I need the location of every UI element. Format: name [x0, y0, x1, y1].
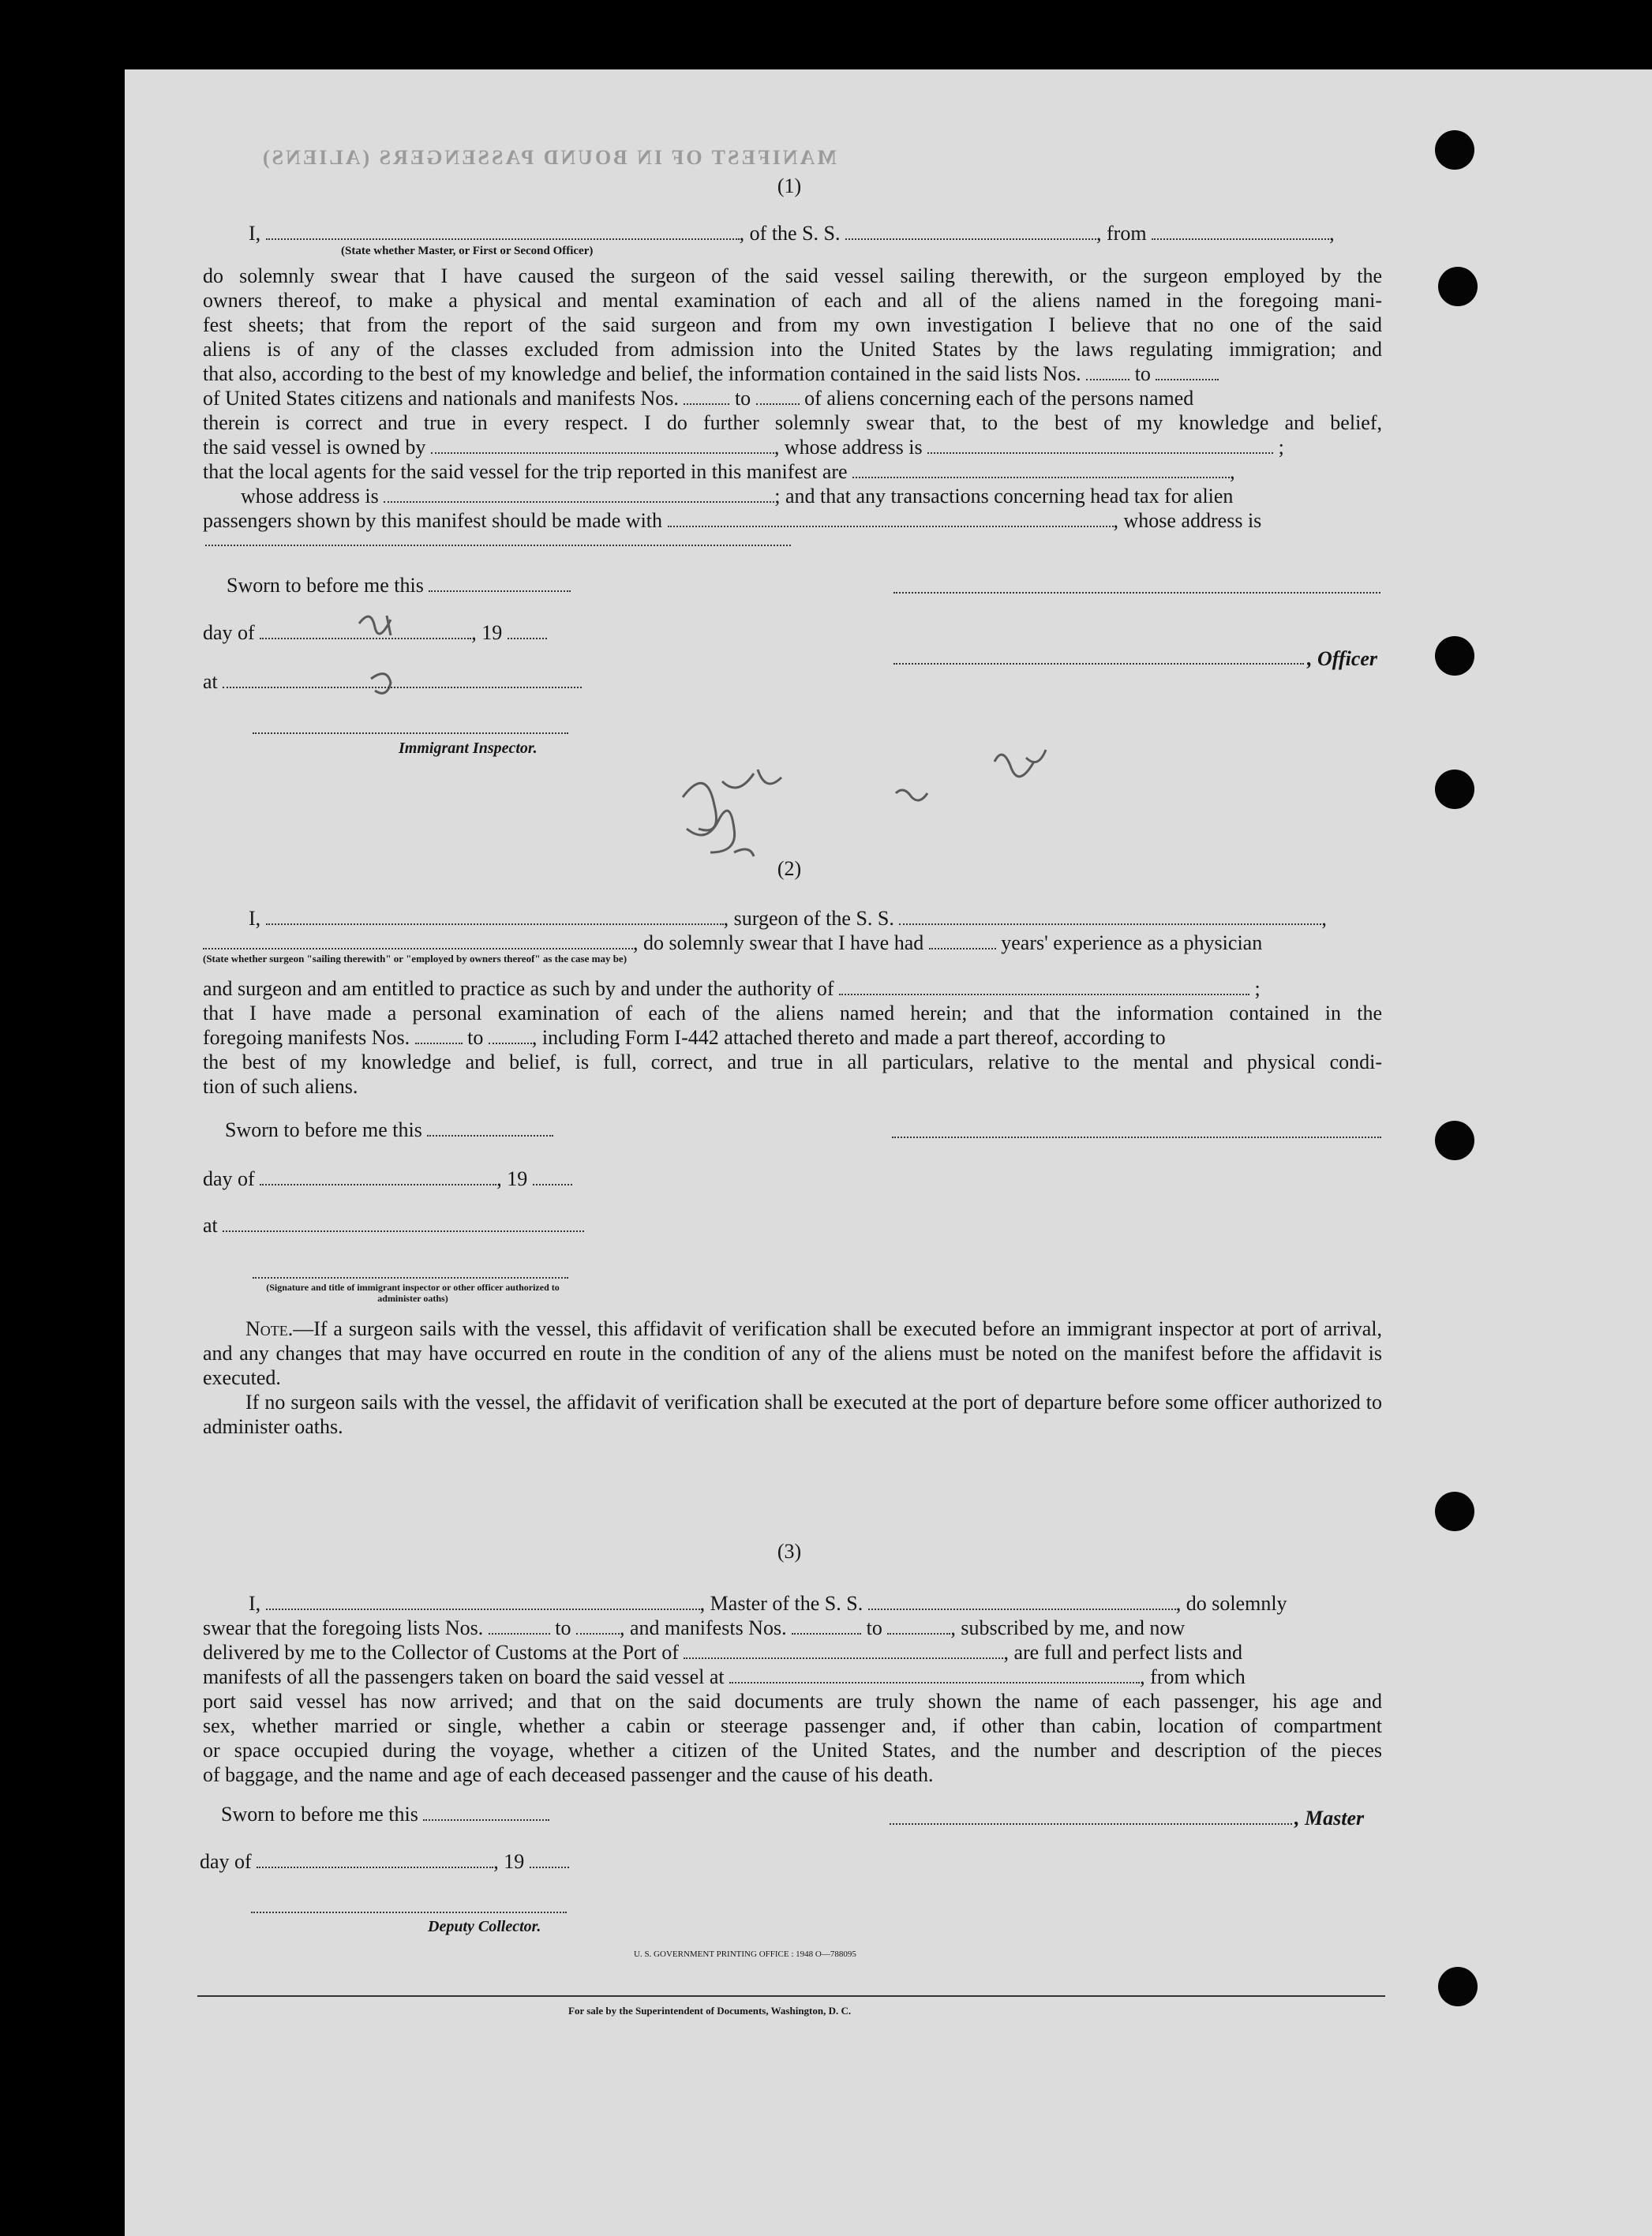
day-field[interactable]	[260, 622, 471, 639]
section-number-2: (2)	[777, 857, 802, 880]
binder-hole	[1435, 130, 1474, 170]
manifests-from-field[interactable]	[684, 388, 729, 405]
binder-hole	[1435, 636, 1474, 676]
section-number-1: (1)	[777, 174, 802, 197]
inspector-signature-line-2a[interactable]	[892, 1137, 1381, 1138]
place-field-2[interactable]	[223, 1215, 584, 1232]
deputy-label: Deputy Collector.	[428, 1918, 541, 1935]
binder-hole	[1435, 1492, 1474, 1531]
head-tax-address-field[interactable]	[205, 545, 791, 546]
surgeon-type-note: (State whether surgeon "sailing therewith" or "employed by owners thereof" as the case may be)	[203, 953, 627, 964]
officer-signature-line-upper[interactable]	[893, 592, 1380, 594]
years-field[interactable]	[929, 932, 996, 949]
section2-line2: , do solemnly swear that I have had years' experience as a physician	[203, 931, 1262, 956]
note-paragraph: Note.—If a surgeon sails with the vessel, this affidavit of verification shall be executed before an immigrant inspector at port of arrival, and any changes that may have occurred en route in the condition of any of the aliens must be noted on the manifest before the affidavit is executed. If no surgeon sails with the vessel, the affidavit of verification shall be executed at the port of departure before some officer authorized to administer oaths.	[203, 1317, 1382, 1438]
port-from-field[interactable]	[1152, 223, 1329, 240]
ship-name-field-2[interactable]	[899, 908, 1321, 925]
master-label: , Master	[1294, 1807, 1365, 1830]
section2-day: day of , 19	[203, 1167, 572, 1192]
port-field[interactable]	[684, 1642, 1003, 1659]
head-tax-agent-field[interactable]	[668, 510, 1114, 527]
sworn-date-field-2[interactable]	[427, 1119, 553, 1137]
signature-title-note: (Signature and title of immigrant inspector or other officer authorized to administer oaths)	[266, 1282, 560, 1304]
sworn-date-field-3[interactable]	[423, 1803, 549, 1821]
inspector-signature-line-2[interactable]	[253, 1277, 568, 1279]
master-name-field[interactable]	[266, 1593, 700, 1610]
owner-address-field[interactable]	[927, 436, 1273, 454]
sale-imprint: For sale by the Superintendent of Documents, Washington, D. C.	[568, 2005, 852, 2017]
day-field-2[interactable]	[260, 1168, 496, 1185]
section3-day: day of , 19	[200, 1849, 569, 1875]
deputy-signature-line[interactable]	[251, 1912, 567, 1913]
lists-from-field[interactable]	[1086, 363, 1129, 380]
section2-at: at	[203, 1213, 584, 1238]
manifests-from-field-2[interactable]	[415, 1027, 463, 1044]
surgeon-name-field[interactable]	[266, 908, 724, 925]
agents-address-field[interactable]	[384, 485, 774, 503]
binder-hole	[1435, 770, 1474, 809]
footer-rule	[197, 1995, 1385, 1997]
authority-field[interactable]	[839, 978, 1249, 995]
section2-line1: I, , surgeon of the S. S. ,	[249, 907, 1327, 930]
officer-signature-line[interactable]	[893, 663, 1304, 665]
binder-hole	[1435, 1121, 1474, 1160]
lists-to-field[interactable]	[1156, 363, 1219, 380]
place-field[interactable]	[223, 671, 582, 688]
inspector-label: Immigrant Inspector.	[399, 740, 538, 757]
section3-sworn: Sworn to before me this	[221, 1802, 549, 1827]
section-number-3: (3)	[777, 1540, 802, 1563]
section1-body: do solemnly swear that I have caused the surgeon of the said vessel sailing therewith, or the surgeon employed by the owners thereof, to make a physical and mental examination of each and all of the aliens named in the foregoing mani- fest sheets; that from the report of the said surgeon and from my own investigation I believe that no one of the said aliens is of any of the classes excluded from admission into the United States by the laws regulating immigration; and that also, according to the best of my knowledge and belief, the information contained in the said lists Nos. to of United States citizens and nationals and manifests Nos. to of aliens concerning each of the persons named therein is correct and true in every respect. I do further solemnly swear that, to the best of my knowledge and belief, the said vessel is owned by , whose address is ; that the local agents for the said vessel for the trip reported in this manifest are , whose address is ; and that any transactions concerning head tax for alien passengers shown by this manifest should be made with , whose address is	[203, 264, 1382, 532]
bleed-through-text: MANIFEST OF IN BOUND PASSENGERS (ALIENS)	[260, 146, 837, 169]
officer-rank-note: (State whether Master, or First or Second Officer)	[341, 245, 594, 257]
manifests-to-field[interactable]	[756, 388, 800, 405]
embark-port-field[interactable]	[729, 1666, 1140, 1684]
master-signature-line[interactable]	[890, 1823, 1292, 1825]
year-field[interactable]	[508, 622, 547, 639]
lists-to-field-3[interactable]	[576, 1617, 620, 1635]
officer-label: , Officer	[1307, 647, 1378, 670]
officer-rank-field[interactable]	[266, 223, 740, 240]
ship-name-field-3[interactable]	[868, 1593, 1176, 1610]
section3-body: I, , Master of the S. S. , do solemnly swear that the foregoing lists Nos. to , and manifests Nos. to , subscribed by me, and now delivered by me to the Collector of Customs at the Port of , are full and perfect lists and manifests of all the passengers taken on board the said vessel at , from which port said vessel has now arrived; and that on the said documents are truly shown the name of each passenger, his age and sex, whether married or single, whether a cabin or steerage passenger and, if other than cabin, location of compartment or space occupied during the voyage, whether a citizen of the United States, and the number and description of the pieces of baggage, and the name and age of each deceased passenger and the cause of his death.	[203, 1592, 1382, 1786]
manifests-to-field-2[interactable]	[489, 1027, 532, 1044]
gpo-imprint: U. S. GOVERNMENT PRINTING OFFICE : 1948 O—788095	[634, 1949, 856, 1959]
section1-day: day of , 19	[203, 620, 547, 646]
section1-at: at	[203, 669, 582, 695]
year-field-2[interactable]	[533, 1168, 572, 1185]
ship-name-field[interactable]	[845, 223, 1096, 240]
section1-sworn: Sworn to before me this	[227, 573, 571, 598]
lists-from-field-3[interactable]	[489, 1617, 550, 1635]
section2-body: and surgeon and am entitled to practice as such by and under the authority of ; that I have made a personal examination of each of the aliens named herein; and that the information contained in the foregoing manifests Nos. to , including Form I-442 attached thereto and made a part thereof, according to the best of my knowledge and belief, is full, correct, and true in all particulars, relative to the mental and physical condi- tion of such aliens.	[203, 977, 1382, 1098]
manifests-to-field-3[interactable]	[887, 1617, 950, 1635]
binder-hole	[1438, 267, 1478, 306]
oath-line-1: I, , of the S. S. , from ,	[249, 222, 1335, 245]
manifests-from-field-3[interactable]	[792, 1617, 861, 1635]
inspector-signature-line[interactable]	[253, 732, 568, 734]
agents-field[interactable]	[852, 461, 1230, 478]
year-field-3[interactable]	[530, 1851, 569, 1868]
day-field-3[interactable]	[257, 1851, 493, 1868]
owner-field[interactable]	[431, 436, 774, 454]
sworn-date-field[interactable]	[429, 575, 571, 592]
section2-sworn: Sworn to before me this	[225, 1118, 553, 1143]
binder-hole	[1438, 1967, 1478, 2006]
surgeon-type-field[interactable]	[203, 932, 633, 949]
